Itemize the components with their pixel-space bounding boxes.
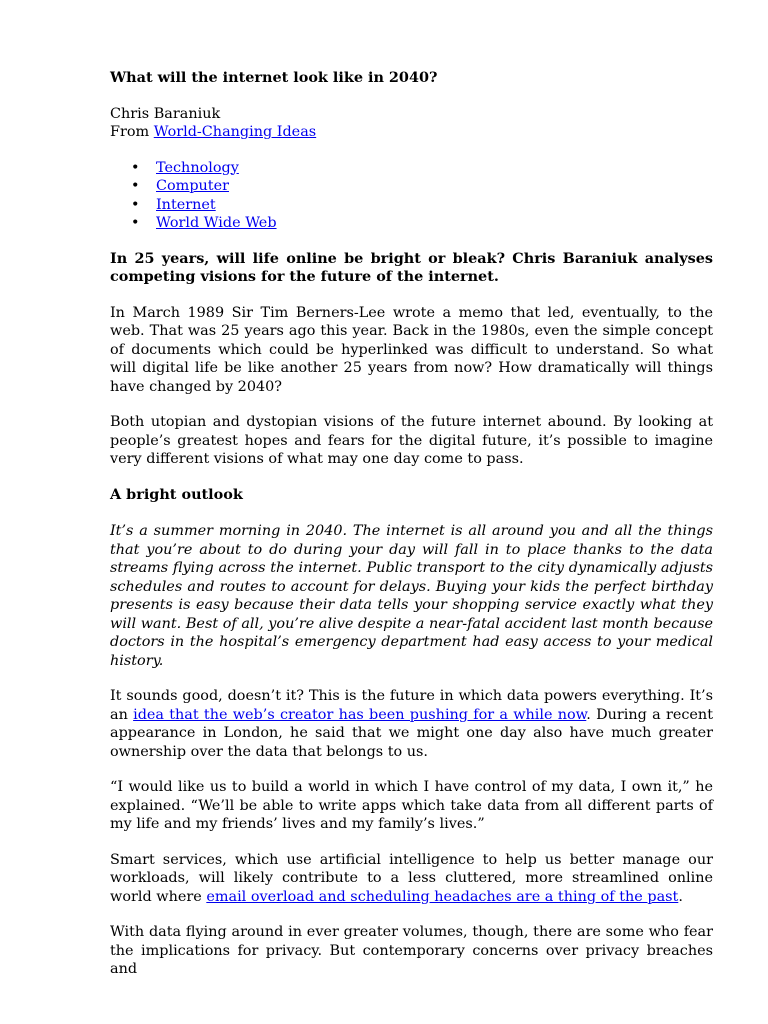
topic-link-internet[interactable]: Internet	[156, 196, 216, 213]
article	[110, 69, 713, 996]
inline-link-email-overload[interactable]: email overload and scheduling headaches are a thing of the past	[206, 888, 679, 905]
author-name: Chris Baraniuk	[110, 105, 221, 122]
paragraph-3: It’s a summer morning in 2040. The internet is all around you and all the things that you’re about to do during your day will fall in to place thanks to the data streams flying across the internet. Public transport to the city dynamically adjusts schedules and routes to account for delays. Buying your kids the perfect birthday presents is easy because their data tells your shopping service exactly what they will want. Best of all, you’re alive despite a near-fatal accident last month because doctors in the hospital’s emergency department had easy access to your medical history.	[110, 523, 713, 669]
paragraph-6	[110, 851, 713, 907]
list-item	[110, 159, 713, 178]
topic-link-world-wide-web[interactable]: World Wide Web	[156, 215, 277, 231]
article-lede: In 25 years, will life online be bright or bleak? Chris Baraniuk analyses competing visions for the future of the internet.	[110, 249, 713, 285]
topic-list	[110, 159, 713, 233]
article-title: What will the internet look like in 2040?	[110, 69, 438, 86]
paragraph-2: Both utopian and dystopian visions of the future internet abound. By looking at people’s greatest hopes and fears for the digital future, it’s possible to imagine very different visions of what may one day come to pass.	[110, 414, 713, 467]
inline-link-web-creator[interactable]: idea that the web’s creator has been pushing for a while now	[133, 706, 587, 723]
paragraph-4	[110, 687, 713, 761]
list-item	[110, 196, 713, 215]
list-item	[110, 177, 713, 196]
section-heading: A bright outlook	[110, 485, 243, 503]
byline	[110, 105, 713, 142]
topic-link-computer[interactable]: Computer	[156, 178, 229, 194]
list-item	[110, 214, 713, 233]
paragraph-1: In March 1989 Sir Tim Berners-Lee wrote a memo that led, eventually, to the web. That was 25 years ago this year. Back in the 1980s, even the simple concept of documents which could be hyperlinked was difficult to understand. So what will digital life be like another 25 years from now? How dramatically will things have changed by 2040?	[110, 304, 713, 395]
source-line	[110, 123, 713, 142]
paragraph-6-text-a: Smart services, which use artificial intelligence to help us better manage our workloads, will likely contribute to a less cluttered, more streamlined online world where	[110, 851, 713, 905]
paragraph-7: With data flying around in ever greater volumes, though, there are some who fear the implications for privacy. But contemporary concerns over privacy breaches and	[110, 924, 713, 977]
source-link[interactable]: World-Changing Ideas	[153, 124, 317, 140]
paragraph-5: “I would like us to build a world in which I have control of my data, I own it,” he explained. “We’ll be able to write apps which take data from all different parts of my life and my friends’ lives and my family’s lives.”	[110, 779, 713, 832]
source-prefix: From	[110, 124, 154, 140]
paragraph-4-text-a: It sounds good, doesn’t it? This is the future in which data powers everything. It’s an	[110, 688, 713, 723]
paragraph-4-text-b: . During a recent appearance in London, he said that we might one day also have much greater ownership over the data that belongs to us.	[110, 706, 713, 760]
topic-link-technology[interactable]: Technology	[156, 159, 239, 176]
paragraph-6-text-b: .	[678, 888, 683, 905]
